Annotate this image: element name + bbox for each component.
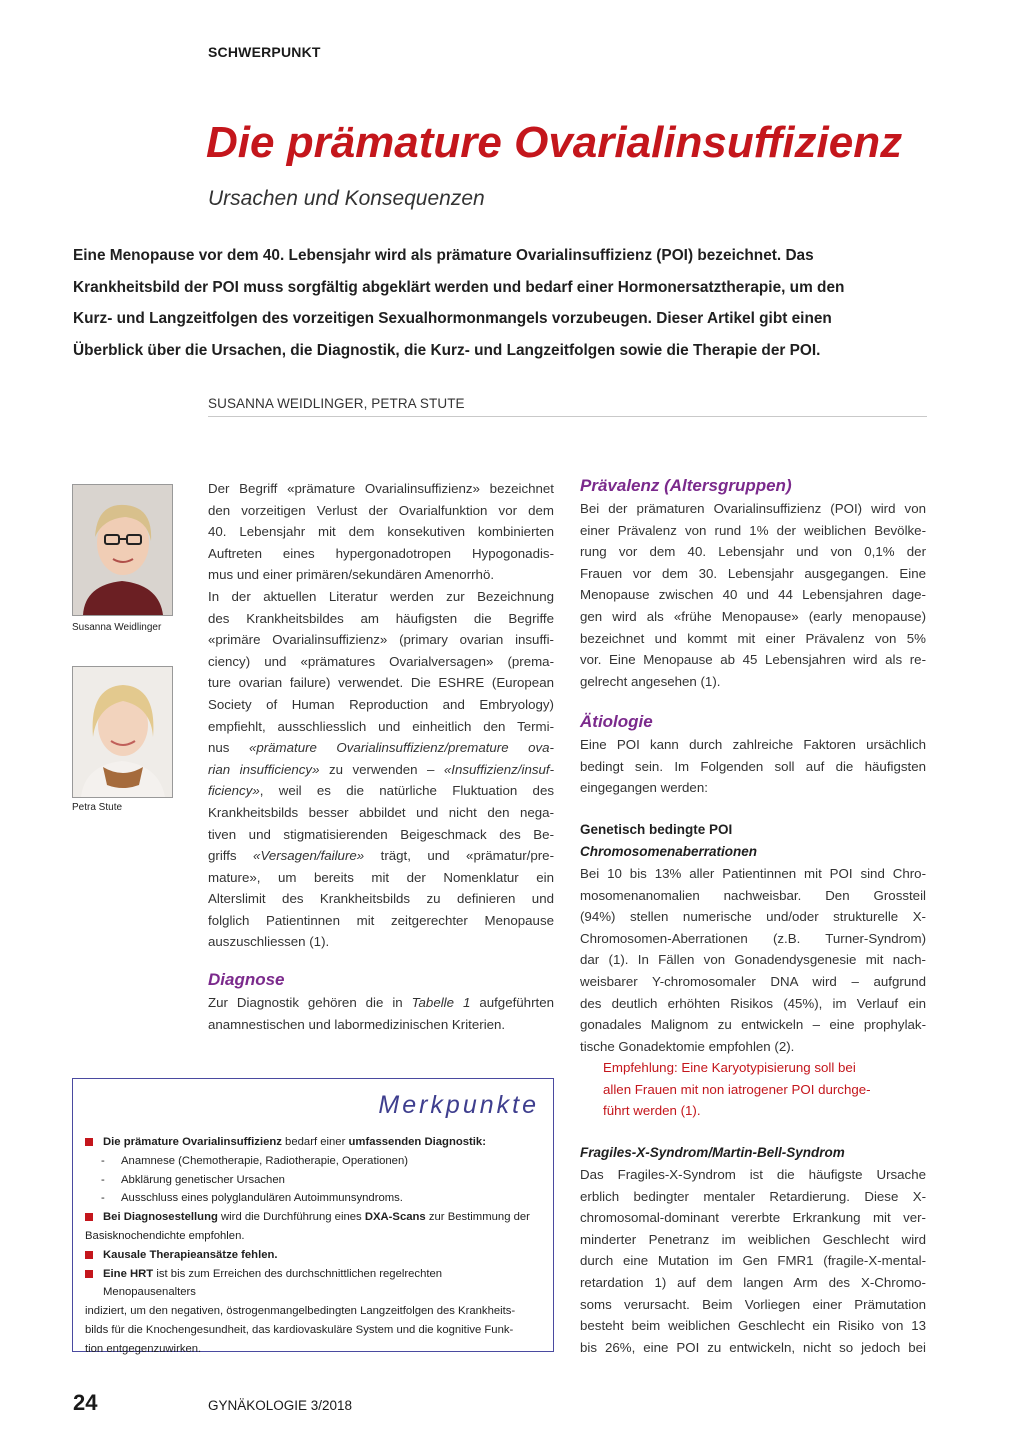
- list-continuation: bilds für die Knochengesundheit, das kardiovaskuläre System und die kognitive Funk-: [85, 1323, 514, 1336]
- text-run: ist bis zum Erreichen des durchschnittlichen regelrechten Menopausenalters: [103, 1267, 443, 1299]
- author-line: SUSANNA WEIDLINGER, PETRA STUTE: [208, 396, 465, 411]
- text-run: Die prämature Ovarialinsuffizienz: [103, 1136, 282, 1148]
- text-run: «prämature Ovarialinsuffizienz/premature ova-: [248, 740, 554, 756]
- list-item: [85, 1133, 535, 1152]
- text-line: dar (1). In Fällen von Gonadendysgenesie mit nach-: [580, 952, 926, 968]
- text-line: tiven und stigmatisierenden Beigeschmack des Be-: [208, 826, 554, 842]
- text-run: Bei Diagnosestellung: [103, 1211, 218, 1224]
- praevalenz-text: [580, 498, 926, 692]
- text-line: [208, 759, 554, 781]
- heading-praevalenz: Prävalenz (Altersgruppen): [580, 476, 792, 495]
- text-line: eingegangen werden:: [580, 780, 708, 796]
- text-line: gelrecht angesehen (1).: [580, 673, 721, 689]
- text-line: auszuschliessen (1).: [208, 934, 330, 950]
- text-line: durch eine Mutation im Gen FMR1 (fragile-X-mental-: [580, 1253, 926, 1269]
- divider: [208, 416, 927, 417]
- list-item: [85, 1246, 535, 1265]
- text-run: griffs: [208, 848, 254, 864]
- lead-line: Kurz- und Langzeitfolgen des vorzeitigen Sexualhormonmangels vorzubeugen. Dieser Artikel gibt einen: [73, 310, 832, 327]
- table-reference: Tabelle 1: [411, 995, 471, 1010]
- text-line: Bei der prämaturen Ovarialinsuffizienz (POI) wird von: [580, 501, 926, 516]
- text-line: «primäre Ovarialinsuffizienz» (primary ovarian insuffi-: [208, 632, 554, 648]
- journal-issue: GYNÄKOLOGIE 3/2018: [208, 1398, 353, 1413]
- text-run: Ausschluss eines polyglandulären Autoimmunsyndroms.: [121, 1192, 403, 1205]
- text-run: «Insuffizienz/insuf-: [443, 761, 555, 777]
- recommendation-line: führt werden (1).: [603, 1103, 701, 1119]
- diagnose-text: [208, 992, 554, 1035]
- page-number: 24: [73, 1390, 98, 1415]
- text-line: Frauen vor dem 30. Lebensjahr ausgegangen. Eine: [580, 565, 926, 581]
- text-line: Society of Human Reproduction and Embryology): [208, 696, 554, 712]
- text-line: gen wird als «frühe Menopause» (early menopause): [580, 608, 926, 624]
- text-run: Kausale Therapieansätze fehlen.: [103, 1248, 278, 1261]
- square-bullet-icon: [85, 1270, 93, 1278]
- list-item: [85, 1265, 535, 1303]
- merkpunkte-title: Merkpunkte: [378, 1091, 539, 1119]
- text-line: Der Begriff «prämature Ovarialinsuffizienz» bezeichnet: [208, 481, 554, 496]
- text-line: gonadales Malignom zu entwickeln – eine prophylak-: [580, 1017, 926, 1033]
- text-run: «Versagen/failure»: [253, 848, 365, 864]
- text-line: weisbarer Y-chromosomaler DNA wird – aufgrund: [580, 973, 926, 989]
- text-line: Chromosomen-Aberrationen (z.B. Turner-Syndrom): [580, 930, 926, 946]
- text-line: retardation 1) auf dem langen Arm des X-Chromo-: [580, 1274, 926, 1290]
- text-run: rian insufficiency»: [208, 761, 320, 777]
- list-continuation: indiziert, um den negativen, östrogenmangelbedingten Langzeitfolgen des Krankheits-: [85, 1305, 516, 1318]
- text-line: den vorzeitigen Verlust der Ovarialfunktion vor dem: [208, 502, 554, 518]
- text-run: Abklärung genetischer Ursachen: [121, 1173, 285, 1186]
- square-bullet-icon: [85, 1138, 93, 1146]
- lead-line: Überblick über die Ursachen, die Diagnostik, die Kurz- und Langzeitfolgen sowie die Therapie der POI.: [73, 341, 821, 359]
- text-run: aufgeführten: [470, 995, 554, 1010]
- text-run: bedarf einer: [281, 1136, 349, 1148]
- text-line: bedingt sein. Im Folgenden soll auf die häufigsten: [580, 758, 926, 774]
- text-line: ciency) und «prämatures Ovarialversagen» (prema-: [208, 653, 554, 669]
- square-bullet-icon: [85, 1213, 93, 1221]
- lead-line: Eine Menopause vor dem 40. Lebensjahr wird als prämature Ovarialinsuffizienz (POI) bezeichnet. Das: [73, 247, 814, 264]
- text-line: des Krankheitsbildes am häufigsten die Begriffe: [208, 610, 554, 626]
- text-run: zu verwenden –: [319, 761, 444, 777]
- dash-icon: -: [101, 1192, 105, 1205]
- photo-caption: Susanna Weidlinger: [72, 622, 162, 633]
- chromosomen-text: [580, 863, 926, 1057]
- author-photo-weidlinger: [72, 484, 173, 616]
- text-line: 40. Lebensjahr mit dem konsekutiven kombinierten: [208, 524, 554, 540]
- text-line: des deutlich erhöhten Risikos (45%), im Verlauf ein: [580, 995, 926, 1011]
- heading-chromosomen: Chromosomenaberrationen: [580, 844, 758, 859]
- text-line: Das Fragiles-X-Syndrom ist die häufigste Ursache: [580, 1167, 926, 1182]
- recommendation-line: allen Frauen mit non iatrogener POI durchge-: [603, 1081, 871, 1097]
- merkpunkte-list: [85, 1133, 535, 1359]
- text-line: folglich Patientinnen mit zeitgerechter Menopause: [208, 912, 554, 928]
- text-line: vor. Eine Menopause ab 45 Lebensjahren wird als re-: [580, 652, 926, 668]
- text-line: anamnestischen und labormedizinischen Kriterien.: [208, 1016, 506, 1032]
- list-continuation: Basisknochendichte empfohlen.: [85, 1229, 245, 1242]
- merkpunkte-box: [72, 1078, 554, 1355]
- text-line: Alterslimit des Krankheitsbilds zu definieren und: [208, 891, 554, 907]
- text-line: minderter Penetranz im weiblichen Geschlecht wird: [580, 1231, 926, 1247]
- photo-caption: Petra Stute: [72, 802, 123, 813]
- text-line: empfiehlt, ausschliesslich und einheitlich den Termi-: [208, 718, 554, 734]
- text-line: In der aktuellen Literatur werden zur Bezeichnung: [208, 588, 554, 604]
- text-line: ture ovarian failure) verwendet. Die ESHRE (European: [208, 675, 554, 691]
- text-line: mus und einer primären/sekundären Amenorrhö.: [208, 567, 495, 583]
- dash-icon: -: [101, 1173, 105, 1186]
- list-continuation: tion entgegenzuwirken.: [85, 1342, 202, 1355]
- text-line: Bei 10 bis 13% aller Patientinnen mit POI sind Chro-: [580, 866, 926, 881]
- text-line: [208, 780, 554, 802]
- section-label: SCHWERPUNKT: [208, 44, 321, 60]
- text-line: bis 26%, eine POI zu entwickeln, nicht so jedoch bei: [580, 1339, 926, 1355]
- article-subtitle: Ursachen und Konsequenzen: [208, 187, 485, 210]
- heading-aetiologie: Ätiologie: [580, 712, 653, 731]
- list-subitem: [85, 1189, 535, 1208]
- text-line: [208, 845, 554, 867]
- lead-line: Krankheitsbild der POI muss sorgfältig abgeklärt werden und bedarf einer Hormonersatztherapie, um den: [73, 278, 845, 296]
- text-run: ficiency»: [208, 783, 260, 799]
- text-run: zur Bestimmung der: [425, 1211, 530, 1224]
- text-run: wird die Durchführung eines: [217, 1211, 365, 1224]
- author-photo-stute: [72, 666, 173, 798]
- text-run: Eine HRT: [103, 1267, 154, 1280]
- aetiologie-text: [580, 734, 926, 799]
- list-subitem: [85, 1171, 535, 1190]
- text-line: bezeichnet und kommt mit einer Prävalenz von 5%: [580, 630, 926, 646]
- text-line: einer Prävalenz von rund 1% der weiblichen Bevölke-: [580, 522, 926, 538]
- text-line: tische Gonadektomie empfohlen (2).: [580, 1038, 795, 1054]
- lead-paragraph: [73, 240, 928, 366]
- heading-diagnose: Diagnose: [208, 970, 285, 989]
- text-line: [208, 737, 554, 759]
- text-line: rung vor dem 40. Lebensjahr und von 0,1% der: [580, 544, 926, 560]
- text-line: soms verursacht. Beim Vorliegen einer Prämutation: [580, 1296, 926, 1312]
- text-line: (94%) stellen numerische und/oder strukturelle X-: [580, 909, 926, 925]
- heading-fragiles-x: Fragiles-X-Syndrom/Martin-Bell-Syndrom: [580, 1145, 845, 1160]
- text-run: DXA-Scans: [364, 1211, 426, 1224]
- text-line: mature», um bereits mit der Nomenklatur ein: [208, 869, 554, 885]
- text-line: mosomenanomalien nachweisbar. Den Grossteil: [580, 887, 926, 903]
- text-run: trägt, und «prämatur/pre-: [364, 848, 554, 864]
- text-line: chromosomal-dominant vererbte Erkrankung mit ver-: [580, 1210, 926, 1226]
- dash-icon: -: [101, 1154, 105, 1167]
- heading-genetisch: Genetisch bedingte POI: [580, 822, 733, 837]
- text-line: besteht beim weiblichen Geschlecht ein Risiko von 13: [580, 1318, 926, 1334]
- text-run: , weil es die natürliche Fluktuation des: [259, 783, 554, 799]
- square-bullet-icon: [85, 1251, 93, 1259]
- text-run: Zur Diagnostik gehören die in: [208, 995, 412, 1010]
- list-subitem: [85, 1152, 535, 1171]
- text-line: Eine POI kann durch zahlreiche Faktoren ursächlich: [580, 737, 926, 752]
- text-line: Auftreten eines hypergonadotropen Hypogonadis-: [208, 545, 554, 561]
- fragiles-x-text: [580, 1164, 926, 1358]
- text-run: nus: [208, 740, 249, 756]
- column-1: [208, 478, 554, 953]
- text-line: Menopause zwischen 40 und 44 Lebensjahren dage-: [580, 587, 926, 603]
- article-title: Die prämature Ovarialinsuffizienz: [206, 118, 903, 167]
- list-item: [85, 1208, 535, 1227]
- recommendation-box: [603, 1057, 903, 1122]
- recommendation-line: Empfehlung: Eine Karyotypisierung soll bei: [603, 1060, 856, 1075]
- text-run: umfassenden Diagnostik:: [348, 1136, 486, 1148]
- text-line: erblich bedingter mentaler Retardierung. Diese X-: [580, 1188, 926, 1204]
- text-line: Krankheitsbilds besser abbildet und nicht den nega-: [208, 804, 554, 820]
- text-line: [208, 992, 554, 1014]
- text-run: Anamnese (Chemotherapie, Radiotherapie, Operationen): [121, 1154, 408, 1167]
